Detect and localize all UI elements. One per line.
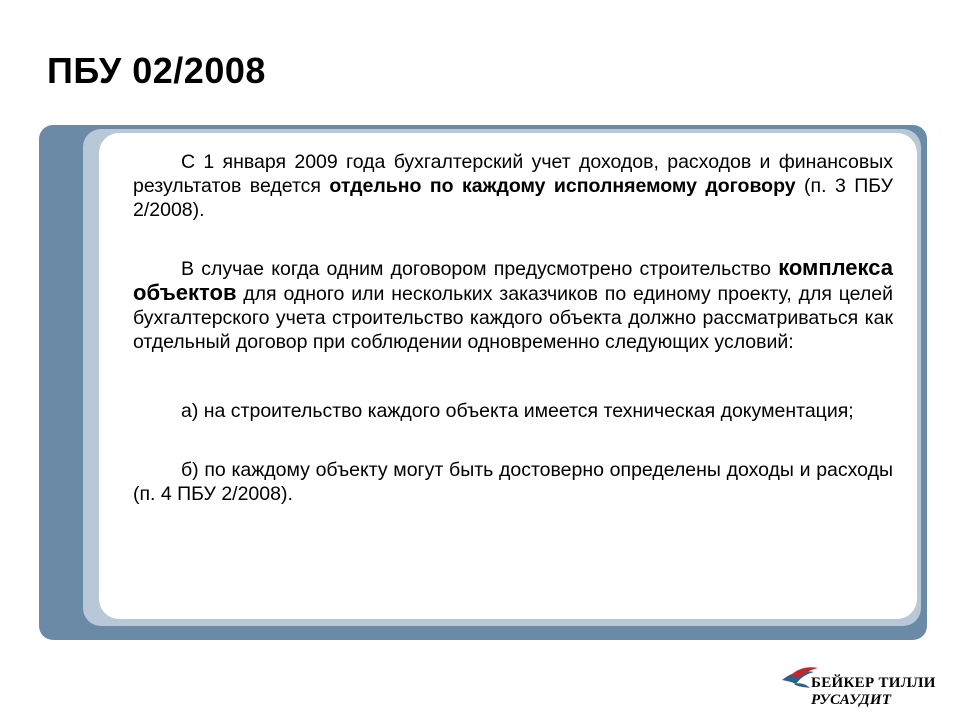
paragraph-2-rest: для одного или нескольких заказчиков по единому проекту, для целей бухгалтерского учета строительство каждого объекта должно рассматриваться как отдельный договор при соблюдении одновременно следующих условий: [133,283,893,353]
paragraph-2-emphasis: комплекса объектов [133,255,893,305]
logo-line-2: РУСАУДИТ [811,692,892,708]
paragraph-2-text: В случае когда одним договором предусмотрено строительство [181,258,779,280]
paragraph-1-reference: (п. 3 ПБУ 2/2008). [133,175,893,221]
paragraph-1 [133,150,893,222]
slide-title: ПБУ 02/2008 [47,50,266,91]
paragraph-1-text: С 1 января 2009 года бухгалтерский учет доходов, расходов и финансовых результатов ведется [133,151,893,197]
slide-body [133,150,893,506]
paragraph-condition-a: а) на строительство каждого объекта имеется техническая документация; [181,400,854,422]
paragraph-1-emphasis: отдельно по каждому исполняемому договору [329,175,796,197]
logo-line-1: БЕЙКЕР ТИЛЛИ [811,675,936,691]
paragraph-condition-b: б) по каждому объекту могут быть достоверно определены доходы и расходы (п. 4 ПБУ 2/2008). [133,459,893,505]
paragraph-2 [133,256,893,354]
